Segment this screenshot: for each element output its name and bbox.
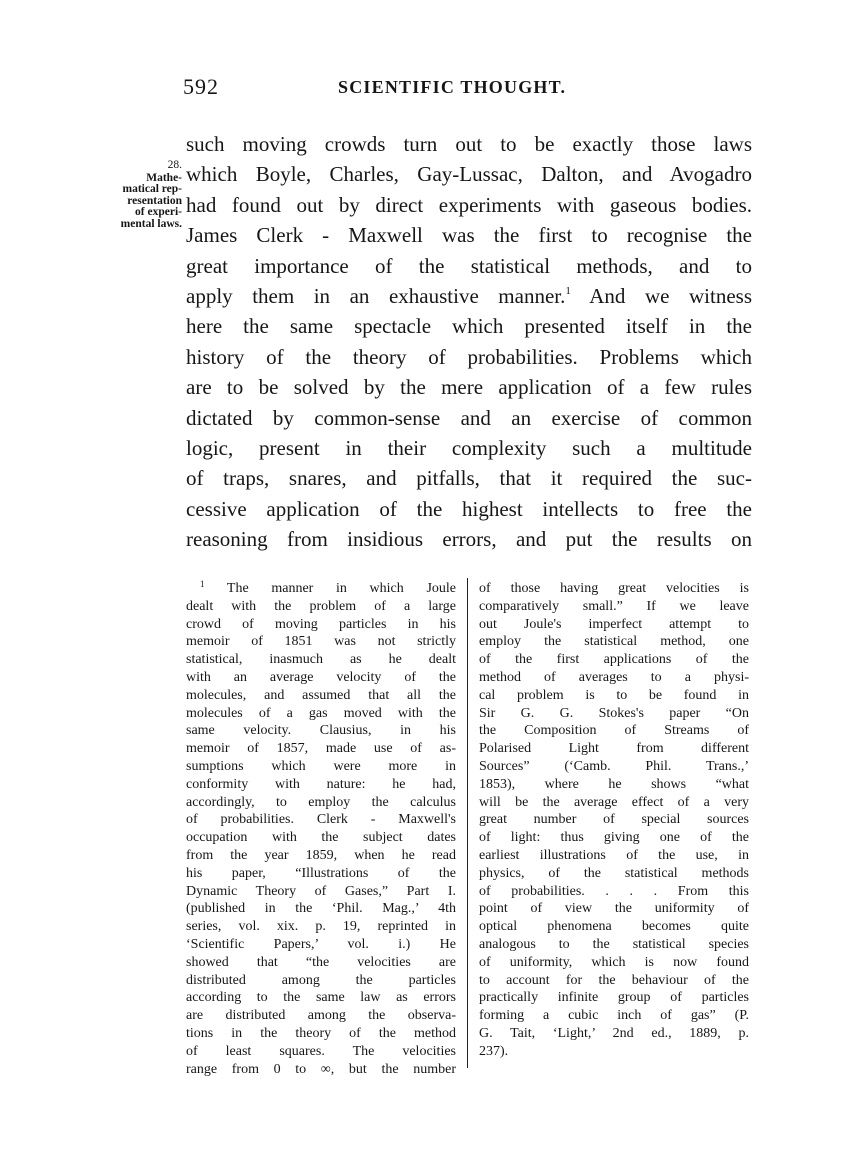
footnote-line-text: cal problem is to be found in: [479, 687, 749, 703]
margin-note-line: of experi-: [135, 206, 182, 218]
body-line: [186, 129, 752, 159]
footnote-line: [186, 758, 456, 776]
footnote-line: [479, 740, 749, 758]
footnote-line: [186, 847, 456, 865]
footnote-left-column: [186, 580, 456, 1078]
body-line-text: dictated by common-sense and an exercise of common: [186, 405, 752, 430]
footnote-line: [479, 847, 749, 865]
footnote-line-text: point of view the uniformity of: [479, 901, 749, 917]
footnote-line: [479, 954, 749, 972]
body-line: [186, 403, 752, 433]
footnote-line: [186, 740, 456, 758]
footnote-line-text: analogous to the statistical species: [479, 936, 749, 952]
footnote-line-text: to account for the behaviour of the: [479, 972, 749, 988]
margin-note-line: Mathe-: [146, 171, 182, 184]
footnote-line-text: same velocity. Clausius, in his: [186, 723, 456, 739]
margin-note-line: mental laws.: [120, 217, 182, 230]
footnote-line-text: Dynamic Theory of Gases,” Part I.: [186, 883, 456, 899]
footnote-line: [479, 811, 749, 829]
footnote-line-text: of uniformity, which is now found: [479, 954, 749, 970]
footnote-line-text: memoir of 1851 was not strictly: [186, 634, 456, 650]
footnote-line-text: The manner in which Joule: [204, 581, 456, 596]
footnote-line-text: practically infinite group of particles: [479, 990, 749, 1006]
footnote-line: [186, 972, 456, 990]
footnote-line-text: molecules of a gas moved with the: [186, 705, 456, 721]
footnote-line: [186, 829, 456, 847]
footnote-line: [479, 633, 749, 651]
footnote-line-text: of least squares. The velocities: [186, 1043, 456, 1059]
footnote-line-text: showed that “the velocities are: [186, 954, 456, 970]
page-number: 592: [183, 74, 219, 99]
body-line-text: And we witness: [570, 283, 752, 308]
footnote-line: [479, 705, 749, 723]
footnote-line: [186, 651, 456, 669]
body-line-text: cessive application of the highest intellects to free the: [186, 496, 752, 521]
footnote-line-text: from the year 1859, when he read: [186, 847, 456, 863]
footnote-line: [186, 918, 456, 936]
footnote-line: [186, 954, 456, 972]
footnote-line-text: according to the same law as errors: [186, 990, 456, 1006]
footnote-line: [479, 580, 749, 598]
footnote-line-text: 237).: [479, 1043, 509, 1059]
footnote-line-text: 1853), where he shows “what: [479, 776, 749, 792]
footnote-line-text: range from 0 to ∞, but the number: [186, 1061, 456, 1077]
footnote-line-text: employ the statistical method, one: [479, 634, 749, 650]
footnote-line: [479, 776, 749, 794]
footnote-line-text: of probabilities. Clerk - Maxwell's: [186, 812, 456, 828]
footnote-line: [479, 1007, 749, 1025]
body-line: [186, 190, 752, 220]
body-text: [186, 129, 752, 554]
body-line-text: of traps, snares, and pitfalls, that it required the suc-: [186, 466, 752, 491]
footnote-column-divider: [467, 578, 468, 1068]
body-line-text: logic, present in their complexity such a multitude: [186, 435, 752, 460]
footnote-line-text: with an average velocity of the: [186, 669, 456, 685]
body-line-text: which Boyle, Charles, Gay-Lussac, Dalton, and Avogadro: [186, 162, 752, 187]
footnote-line: [479, 616, 749, 634]
footnote-line-text: accordingly, to employ the calculus: [186, 794, 456, 810]
body-line-text: James Clerk - Maxwell was the first to recognise the: [186, 223, 752, 248]
footnote-line-text: sumptions which were more in: [186, 758, 456, 774]
body-line-text: apply them in an exhaustive manner.: [186, 283, 566, 308]
footnote-line-text: Sources” (‘Camb. Phil. Trans.,’: [479, 758, 749, 774]
footnote-line: [479, 900, 749, 918]
footnote-line: [186, 811, 456, 829]
footnote-reference: 1: [565, 284, 571, 297]
footnote-line: [479, 1043, 749, 1061]
footnote-line: [186, 687, 456, 705]
footnote-line: [186, 776, 456, 794]
footnote-line: [186, 598, 456, 616]
margin-note-line: matical rep-: [122, 183, 182, 195]
footnote-line: [479, 651, 749, 669]
body-line-text: had found out by direct experiments with gaseous bodies.: [186, 192, 752, 217]
body-line: [186, 311, 752, 341]
footnote-line-text: forming a cubic inch of gas” (P.: [479, 1008, 749, 1024]
footnote-line-text: physics, of the statistical methods: [479, 865, 749, 881]
footnote-line-text: earliest illustrations of the use, in: [479, 847, 749, 863]
footnote-line: [479, 687, 749, 705]
footnote-line-text: of probabilities. . . . From this: [479, 883, 749, 899]
footnote-line: [186, 722, 456, 740]
footnote-line: [479, 722, 749, 740]
margin-note: [86, 160, 182, 230]
footnote-line-text: occupation with the subject dates: [186, 830, 456, 846]
body-line-text: here the same spectacle which presented itself in the: [186, 314, 752, 339]
margin-note-number: 28.: [167, 159, 182, 171]
body-line: [186, 494, 752, 524]
footnote-line-text: distributed among the particles: [186, 972, 456, 988]
footnote-line-text: series, vol. xix. p. 19, reprinted in: [186, 919, 456, 935]
footnote-line: [186, 883, 456, 901]
footnote-line-text: method of averages to a physi-: [479, 669, 749, 685]
footnote-line: [186, 794, 456, 812]
footnote-line: [479, 918, 749, 936]
footnote-line-text: will be the average effect of a very: [479, 794, 749, 810]
footnote-line: [186, 936, 456, 954]
body-line: [186, 372, 752, 402]
footnote-line: [186, 1061, 456, 1079]
body-line-text: are to be solved by the mere application of a few rules: [186, 375, 752, 400]
footnote-line-text: great number of special sources: [479, 812, 749, 828]
footnote-line: [479, 936, 749, 954]
body-line: [186, 342, 752, 372]
footnote-line-text: crowd of moving particles in his: [186, 616, 456, 632]
footnote-line: [479, 865, 749, 883]
footnote-line: [479, 1025, 749, 1043]
body-line: [186, 251, 752, 281]
footnote-line: [479, 989, 749, 1007]
body-line: [186, 159, 752, 189]
footnote-line: [186, 669, 456, 687]
footnote-line-text: conformity with nature: he had,: [186, 776, 456, 792]
footnote-line: [479, 669, 749, 687]
footnote-line-text: of those having great velocities is: [479, 581, 749, 596]
footnote-line: [479, 972, 749, 990]
body-line-text: reasoning from insidious errors, and put the results on: [186, 527, 752, 552]
body-line: [186, 220, 752, 250]
footnote-line-text: G. Tait, ‘Light,’ 2nd ed., 1889, p.: [479, 1025, 749, 1041]
footnote-line: [479, 598, 749, 616]
footnote-line-text: are distributed among the observa-: [186, 1008, 456, 1024]
footnote-line: [479, 883, 749, 901]
running-title: SCIENTIFIC THOUGHT.: [338, 77, 567, 97]
footnote-line-text: optical phenomena becomes quite: [479, 919, 749, 935]
body-line: [186, 433, 752, 463]
footnote-line-text: Sir G. G. Stokes's paper “On: [479, 705, 749, 721]
footnote-marker: 1: [200, 579, 205, 589]
footnote-line-text: statistical, inasmuch as he dealt: [186, 652, 456, 668]
footnote-line: [479, 758, 749, 776]
footnote-line: [186, 1007, 456, 1025]
footnote-line: [186, 900, 456, 918]
body-line: [186, 524, 752, 554]
footnote-line: [186, 1043, 456, 1061]
footnote-line-text: memoir of 1857, made use of as-: [186, 741, 456, 757]
footnote-line-text: molecules, and assumed that all the: [186, 687, 456, 703]
footnote-right-column: [479, 580, 749, 1061]
footnote-line-text: his paper, “Illustrations of the: [186, 865, 456, 881]
footnote-line-text: Polarised Light from different: [479, 741, 749, 757]
footnote-line: [186, 633, 456, 651]
footnote-line: [186, 580, 456, 598]
footnote-line-text: ‘Scientific Papers,’ vol. i.) He: [186, 936, 456, 952]
footnote-line-text: (published in the ‘Phil. Mag.,’ 4th: [186, 901, 456, 917]
footnote-line-text: out Joule's imperfect attempt to: [479, 616, 749, 632]
body-line-text: such moving crowds turn out to be exactly those laws: [186, 132, 752, 156]
body-line-text: great importance of the statistical methods, and to: [186, 253, 752, 278]
body-line: [186, 463, 752, 493]
body-line: [186, 281, 752, 311]
footnote-line-text: the Composition of Streams of: [479, 723, 749, 739]
margin-note-line: resentation: [127, 194, 182, 207]
footnote-line: [479, 829, 749, 847]
page-header: [0, 74, 850, 106]
footnote-line: [186, 616, 456, 634]
footnote-line-text: tions in the theory of the method: [186, 1025, 456, 1041]
footnote-line: [186, 1025, 456, 1043]
footnote-line-text: dealt with the problem of a large: [186, 598, 456, 614]
footnote-line: [479, 794, 749, 812]
footnote-line: [186, 865, 456, 883]
footnote-line: [186, 989, 456, 1007]
footnote-line-text: of the first applications of the: [479, 652, 749, 668]
footnote-line-text: comparatively small.” If we leave: [479, 598, 749, 614]
body-line-text: history of the theory of probabilities. Problems which: [186, 344, 752, 369]
footnote-line-text: of light: thus giving one of the: [479, 830, 749, 846]
footnote-line: [186, 705, 456, 723]
